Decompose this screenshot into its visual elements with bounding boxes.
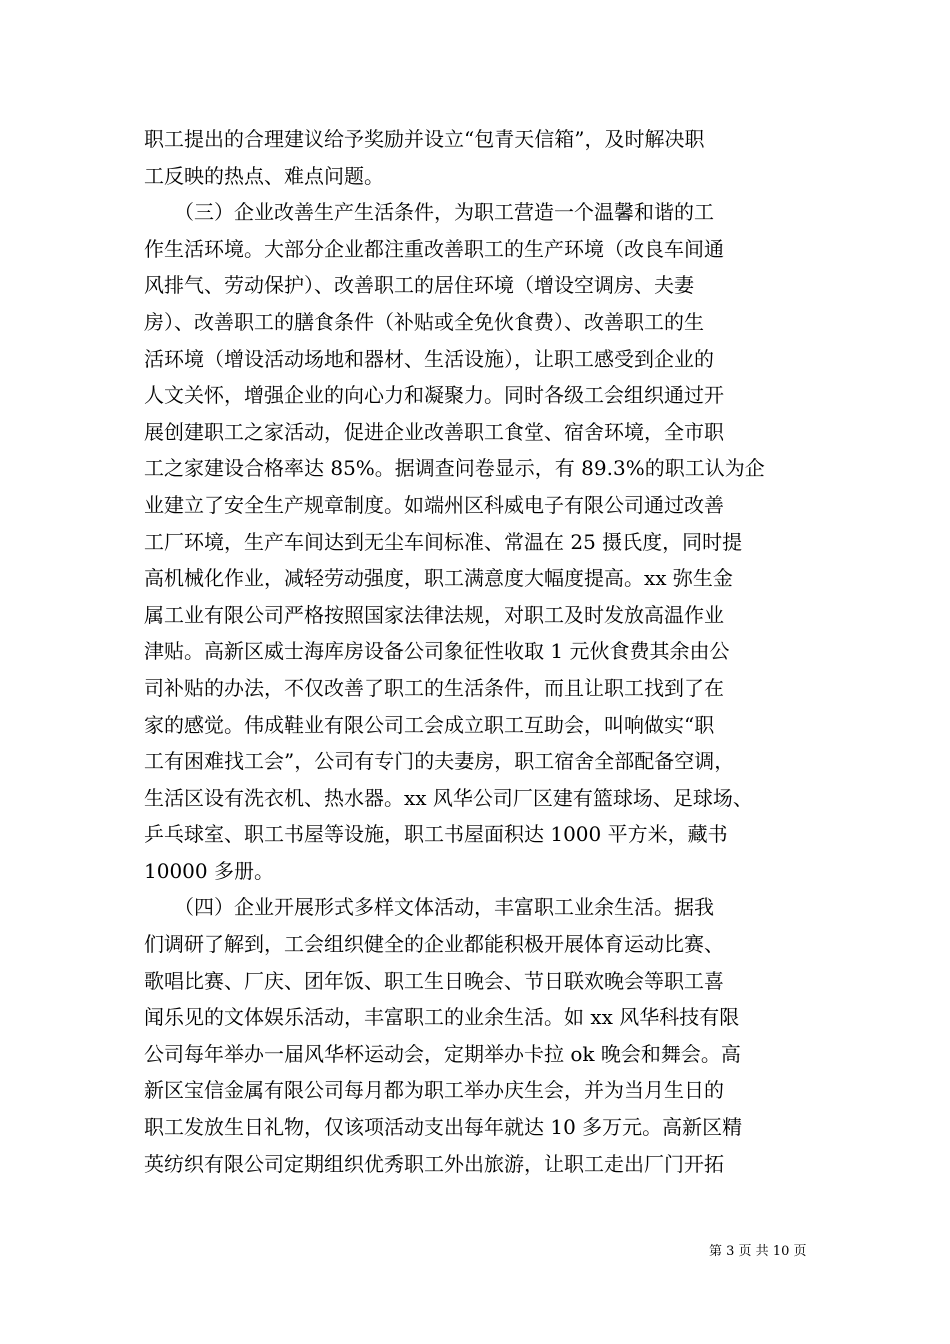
text-line: 工之家建设合格率达 85%。据调查问卷显示，有 89.3%的职工认为企 [144,456,765,481]
page-number-footer: 第 3 页 共 10 页 [709,1244,807,1259]
text-line: 工反映的热点、难点问题。 [144,163,384,188]
text-line: 工有困难找工会”，公司有专门的夫妻房，职工宿舍全部配备空调， [144,749,735,774]
text-line: （四）企业开展形式多样文体活动，丰富职工业余生活。据我 [144,895,714,920]
text-line: 工厂环境，生产车间达到无尘车间标准、常温在 25 摄氏度，同时提 [144,529,743,554]
text-line: 人文关怀，增强企业的向心力和凝聚力。同时各级工会组织通过开 [144,383,724,408]
text-line: （三）企业改善生产生活条件，为职工营造一个温馨和谐的工 [144,200,714,225]
text-line: 家的感觉。伟成鞋业有限公司工会成立职工互助会，叫响做实“职 [144,712,715,737]
text-line: 司补贴的办法，不仅改善了职工的生活条件，而且让职工找到了在 [144,675,724,700]
text-line: 职工提出的合理建议给予奖励并设立“包青天信箱”，及时解决职 [144,127,705,151]
text-line: 业建立了安全生产规章制度。如端州区科威电子有限公司通过改善 [144,492,724,517]
body-text [144,121,809,1182]
text-line: 属工业有限公司严格按照国家法律法规，对职工及时发放高温作业 [144,602,724,627]
text-line: 新区宝信金属有限公司每月都为职工举办庆生会，并为当月生日的 [144,1078,724,1103]
text-line: 歌唱比赛、厂庆、团年饭、职工生日晚会、节日联欢晚会等职工喜 [144,968,724,993]
text-line: 公司每年举办一届风华杯运动会，定期举办卡拉 ok 晚会和舞会。高 [144,1041,741,1066]
text-line: 乒乓球室、职工书屋等设施，职工书屋面积达 1000 平方米，藏书 [144,822,728,847]
text-line: 风排气、劳动保护）、改善职工的居住环境（增设空调房、夫妻 [144,273,694,298]
text-line: 作生活环境。大部分企业都注重改善职工的生产环境（改良车间通 [144,236,724,261]
text-line: 房）、改善职工的膳食条件（补贴或全免伙食费）、改善职工的生 [144,309,704,334]
text-line: 活环境（增设活动场地和器材、生活设施），让职工感受到企业的 [144,346,714,371]
text-line: 展创建职工之家活动，促进企业改善职工食堂、宿舍环境，全市职 [144,419,724,444]
text-line: 生活区设有洗衣机、热水器。xx 风华公司厂区建有篮球场、足球场、 [144,785,753,810]
text-line: 闻乐见的文体娱乐活动，丰富职工的业余生活。如 xx 风华科技有限 [144,1005,740,1030]
text-line: 们调研了解到，工会组织健全的企业都能积极开展体育运动比赛、 [144,932,724,957]
text-line: 职工发放生日礼物，仅该项活动支出每年就达 10 多万元。高新区精 [144,1115,743,1140]
text-line: 10000 多册。 [144,858,274,883]
text-line: 津贴。高新区威士海库房设备公司象征性收取 1 元伙食费其余由公 [144,639,730,664]
text-line: 高机械化作业，减轻劳动强度，职工满意度大幅度提高。xx 弥生金 [144,566,733,591]
text-line: 英纺织有限公司定期组织优秀职工外出旅游，让职工走出厂门开拓 [144,1151,724,1176]
